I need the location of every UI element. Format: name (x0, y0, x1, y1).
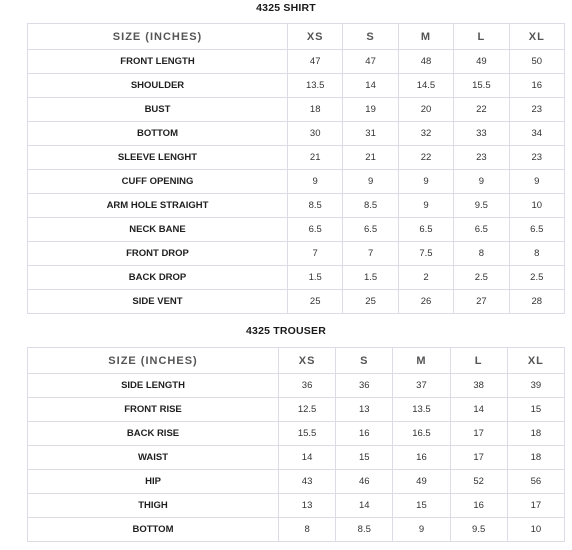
table-cell: 14 (279, 446, 336, 470)
row-label: HIP (28, 470, 279, 494)
table-cell: 16 (336, 422, 393, 446)
table-cell: 23 (509, 146, 564, 170)
row-label: BACK DROP (28, 266, 288, 290)
table-cell: 8 (279, 518, 336, 542)
table-cell: 36 (279, 374, 336, 398)
table-cell: 13.5 (393, 398, 450, 422)
table-cell: 33 (454, 122, 509, 146)
table-cell: 14 (450, 398, 507, 422)
table-cell: 25 (343, 290, 398, 314)
table-cell: 14.5 (398, 74, 453, 98)
table-cell: 17 (507, 494, 564, 518)
table-cell: 47 (288, 50, 343, 74)
table-cell: 50 (509, 50, 564, 74)
row-label: SLEEVE LENGHT (28, 146, 288, 170)
shirt-section-title: 4325 SHIRT (256, 2, 316, 14)
table-cell: 15 (393, 494, 450, 518)
table-cell: 9 (288, 170, 343, 194)
table-cell: 28 (509, 290, 564, 314)
table-cell: 15 (507, 398, 564, 422)
table-cell: 19 (343, 98, 398, 122)
table-cell: 6.5 (509, 218, 564, 242)
trouser-size-table (27, 347, 565, 542)
table-row (28, 470, 565, 494)
table-row (28, 122, 565, 146)
table-cell: 9.5 (450, 518, 507, 542)
table-cell: 16.5 (393, 422, 450, 446)
table-cell: 2 (398, 266, 453, 290)
row-label: BUST (28, 98, 288, 122)
table-cell: 26 (398, 290, 453, 314)
table-cell: 47 (343, 50, 398, 74)
table-row (28, 50, 565, 74)
table-cell: 46 (336, 470, 393, 494)
table-cell: 43 (279, 470, 336, 494)
table-cell: 8.5 (336, 518, 393, 542)
table-cell: 10 (507, 518, 564, 542)
table-cell: 14 (343, 74, 398, 98)
table-row (28, 374, 565, 398)
table-cell: 37 (393, 374, 450, 398)
table-row (28, 422, 565, 446)
table-row (28, 194, 565, 218)
table-cell: 49 (454, 50, 509, 74)
table-cell: 9 (393, 518, 450, 542)
table-cell: 16 (450, 494, 507, 518)
table-cell: 9 (398, 170, 453, 194)
shirt-size-table (27, 23, 565, 314)
table-row (28, 290, 565, 314)
row-label: BACK RISE (28, 422, 279, 446)
table-cell: 1.5 (288, 266, 343, 290)
table-cell: 7 (288, 242, 343, 266)
table-cell: 9 (398, 194, 453, 218)
row-label: FRONT DROP (28, 242, 288, 266)
table-cell: 7.5 (398, 242, 453, 266)
table-cell: 20 (398, 98, 453, 122)
table-cell: 16 (393, 446, 450, 470)
table-cell: 52 (450, 470, 507, 494)
table-cell: 17 (450, 446, 507, 470)
table-cell: 21 (343, 146, 398, 170)
shirt-header-l: L (454, 24, 509, 50)
trouser-header-xl: XL (507, 348, 564, 374)
table-cell: 6.5 (288, 218, 343, 242)
table-cell: 15.5 (454, 74, 509, 98)
row-label: SIDE VENT (28, 290, 288, 314)
row-label: CUFF OPENING (28, 170, 288, 194)
table-cell: 9 (343, 170, 398, 194)
table-cell: 18 (507, 446, 564, 470)
table-cell: 8.5 (288, 194, 343, 218)
table-cell: 8 (509, 242, 564, 266)
row-label: WAIST (28, 446, 279, 470)
table-cell: 15 (336, 446, 393, 470)
table-cell: 15.5 (279, 422, 336, 446)
table-cell: 21 (288, 146, 343, 170)
table-cell: 18 (507, 422, 564, 446)
trouser-header-size: SIZE (INCHES) (28, 348, 279, 374)
trouser-header-xs: XS (279, 348, 336, 374)
table-row (28, 266, 565, 290)
table-cell: 9.5 (454, 194, 509, 218)
table-cell: 17 (450, 422, 507, 446)
table-row (28, 494, 565, 518)
table-row (28, 170, 565, 194)
table-cell: 6.5 (454, 218, 509, 242)
table-cell: 2.5 (454, 266, 509, 290)
table-cell: 48 (398, 50, 453, 74)
table-cell: 27 (454, 290, 509, 314)
table-row (28, 242, 565, 266)
table-row (28, 146, 565, 170)
row-label: FRONT RISE (28, 398, 279, 422)
table-cell: 7 (343, 242, 398, 266)
table-row (28, 74, 565, 98)
shirt-header-s: S (343, 24, 398, 50)
table-cell: 36 (336, 374, 393, 398)
shirt-header-row (28, 24, 565, 50)
table-cell: 22 (398, 146, 453, 170)
table-row (28, 218, 565, 242)
table-cell: 10 (509, 194, 564, 218)
table-cell: 2.5 (509, 266, 564, 290)
table-cell: 38 (450, 374, 507, 398)
table-cell: 1.5 (343, 266, 398, 290)
shirt-header-m: M (398, 24, 453, 50)
row-label: SHOULDER (28, 74, 288, 98)
shirt-header-xl: XL (509, 24, 564, 50)
shirt-header-size: SIZE (INCHES) (28, 24, 288, 50)
table-cell: 22 (454, 98, 509, 122)
table-cell: 32 (398, 122, 453, 146)
table-cell: 8.5 (343, 194, 398, 218)
row-label: ARM HOLE STRAIGHT (28, 194, 288, 218)
trouser-header-row (28, 348, 565, 374)
table-cell: 13 (336, 398, 393, 422)
table-cell: 9 (454, 170, 509, 194)
row-label: FRONT LENGTH (28, 50, 288, 74)
table-cell: 39 (507, 374, 564, 398)
table-cell: 18 (288, 98, 343, 122)
table-cell: 13 (279, 494, 336, 518)
table-row (28, 398, 565, 422)
table-cell: 30 (288, 122, 343, 146)
trouser-header-s: S (336, 348, 393, 374)
shirt-header-xs: XS (288, 24, 343, 50)
table-cell: 12.5 (279, 398, 336, 422)
table-cell: 9 (509, 170, 564, 194)
table-cell: 31 (343, 122, 398, 146)
table-row (28, 518, 565, 542)
table-cell: 25 (288, 290, 343, 314)
table-cell: 23 (454, 146, 509, 170)
table-row (28, 446, 565, 470)
trouser-header-l: L (450, 348, 507, 374)
table-cell: 34 (509, 122, 564, 146)
row-label: THIGH (28, 494, 279, 518)
trouser-header-m: M (393, 348, 450, 374)
table-cell: 23 (509, 98, 564, 122)
row-label: SIDE LENGTH (28, 374, 279, 398)
table-cell: 16 (509, 74, 564, 98)
table-cell: 6.5 (398, 218, 453, 242)
trouser-section-title: 4325 TROUSER (245, 325, 326, 337)
row-label: BOTTOM (28, 518, 279, 542)
table-cell: 13.5 (288, 74, 343, 98)
table-cell: 8 (454, 242, 509, 266)
table-cell: 56 (507, 470, 564, 494)
row-label: BOTTOM (28, 122, 288, 146)
row-label: NECK BANE (28, 218, 288, 242)
table-row (28, 98, 565, 122)
table-cell: 49 (393, 470, 450, 494)
table-cell: 6.5 (343, 218, 398, 242)
table-cell: 14 (336, 494, 393, 518)
